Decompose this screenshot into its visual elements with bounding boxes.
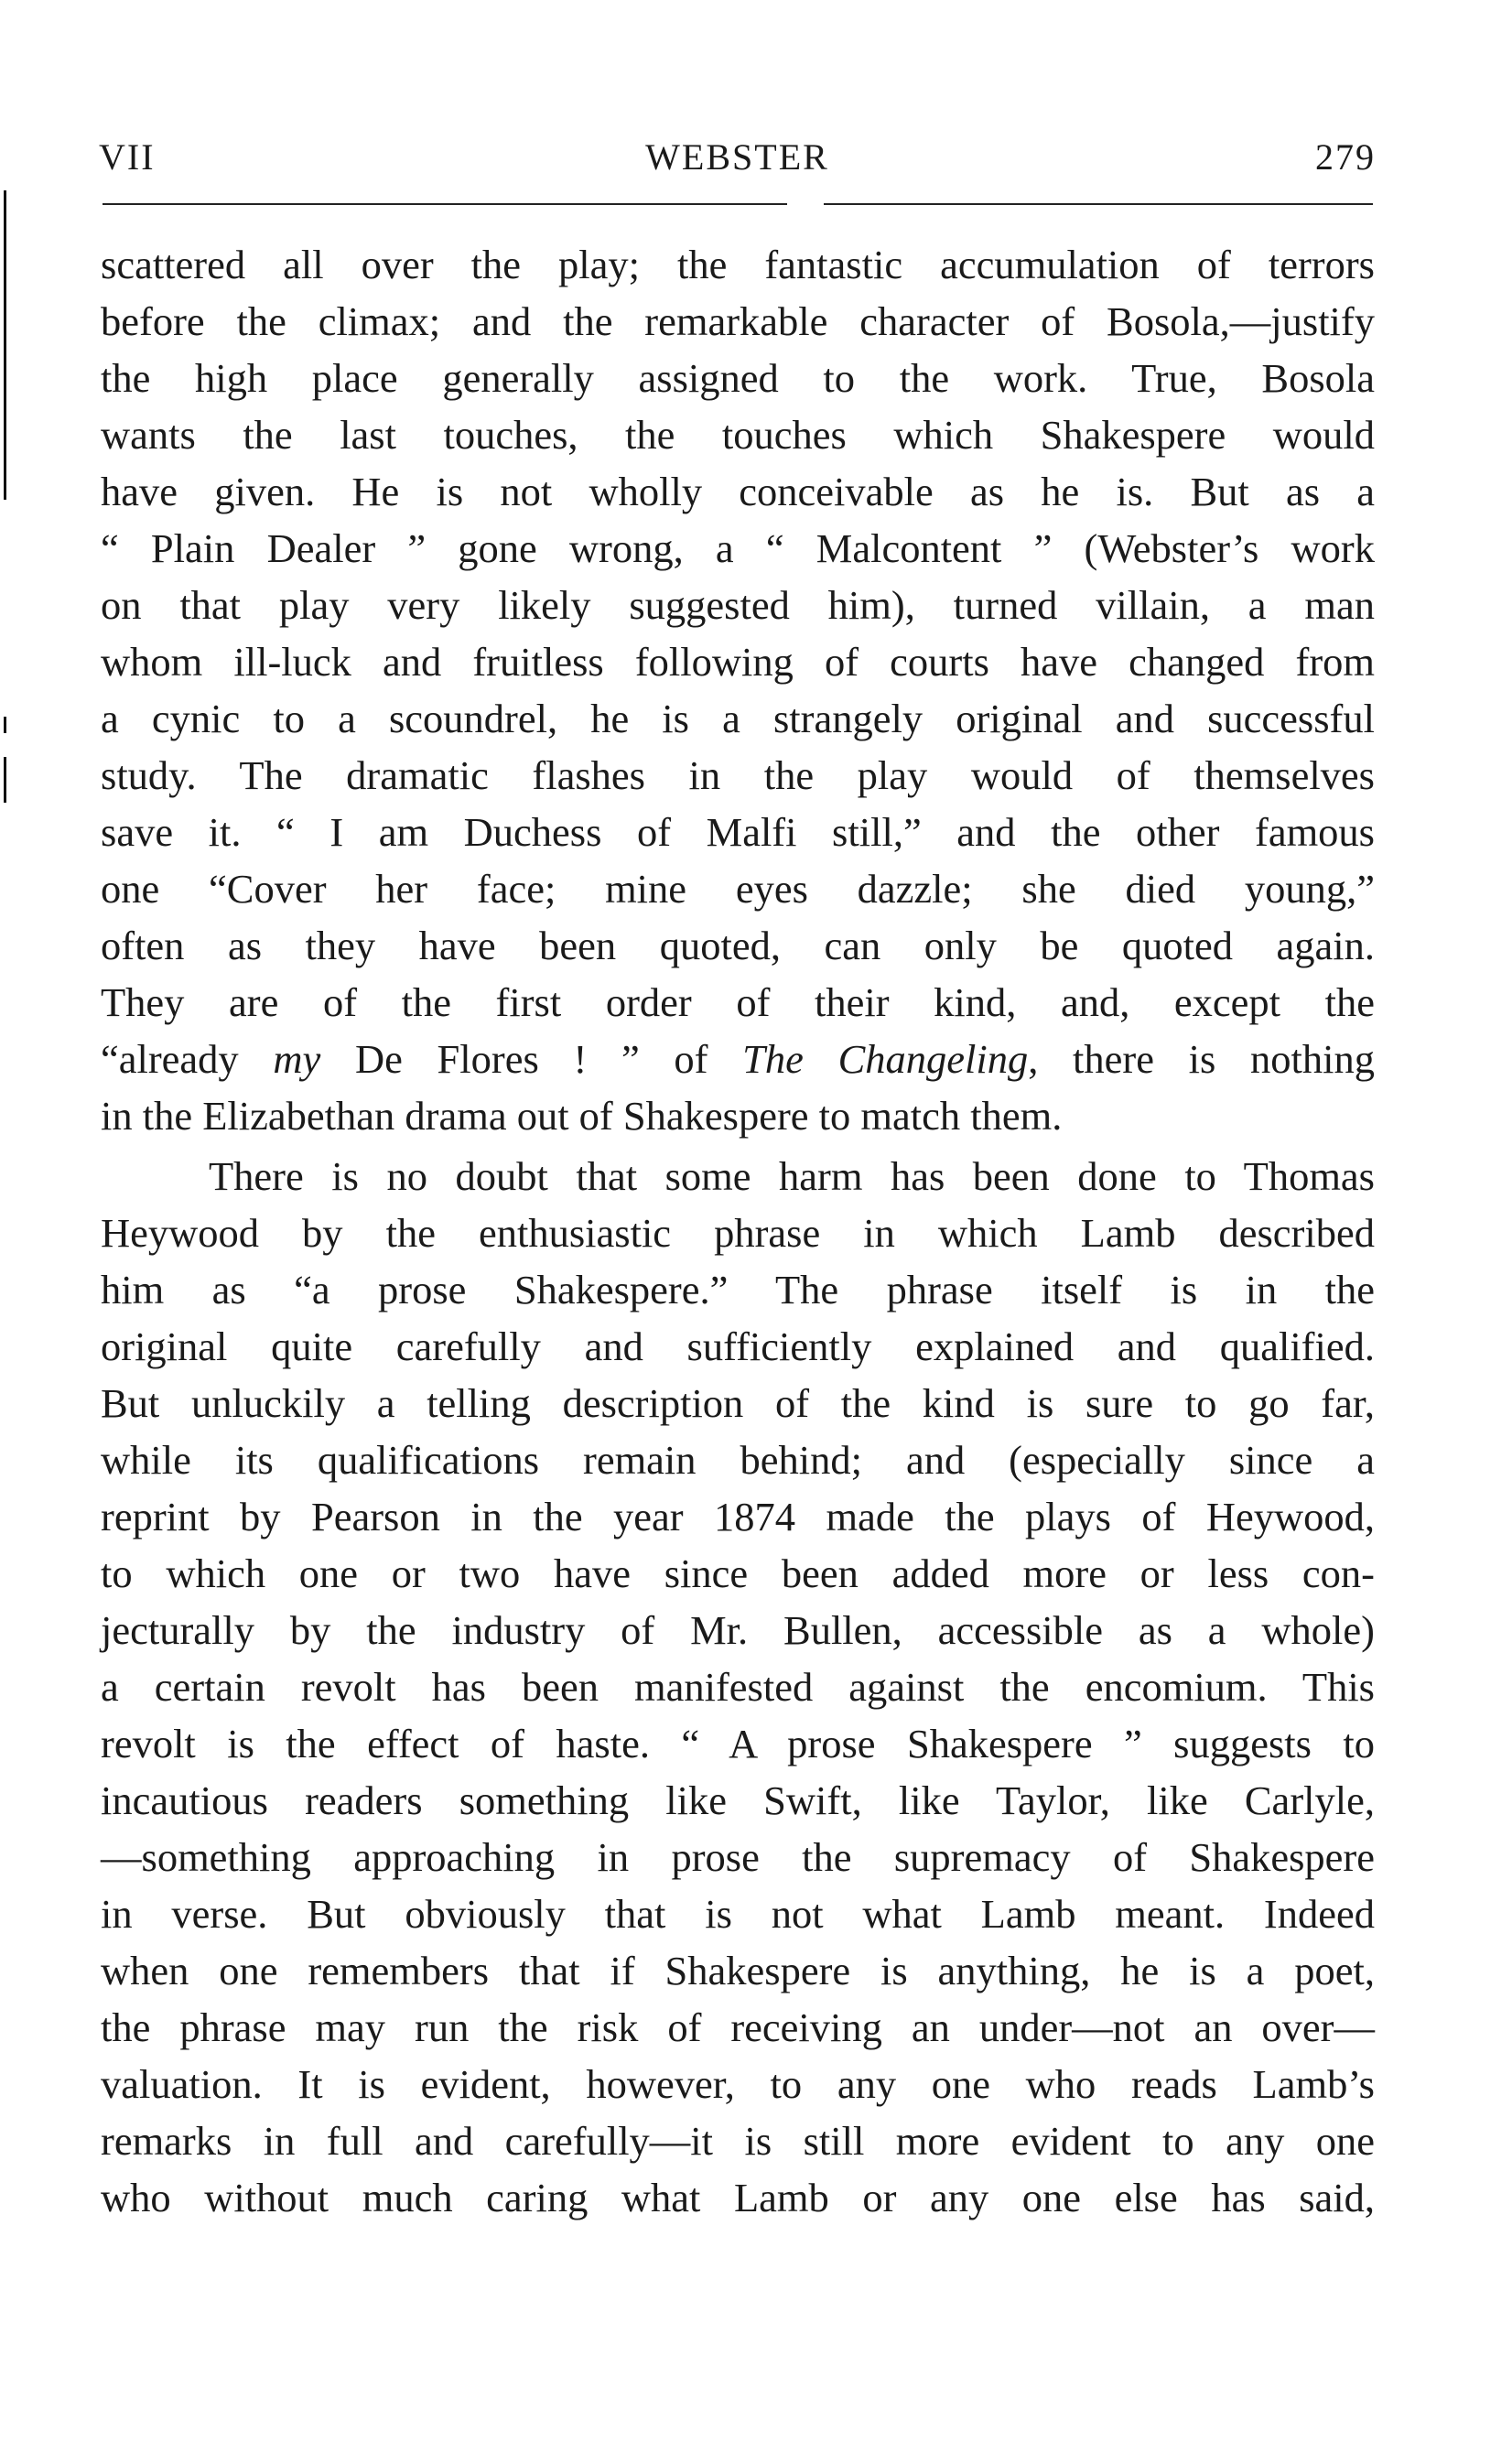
- page-number: 279: [1315, 136, 1376, 178]
- text-run: , there is nothing: [1028, 1036, 1375, 1082]
- running-head: [99, 135, 1376, 181]
- text-line: a certain revolt has been manifested against the encomium. This: [101, 1664, 1375, 1710]
- text-line: before the climax; and the remarkable character of Bosola,—justify: [101, 298, 1375, 344]
- text-line: incautious readers something like Swift, like Taylor, like Carlyle,: [101, 1777, 1375, 1823]
- text-line: revolt is the effect of haste. “ A prose Shakespere ” suggests to: [101, 1721, 1375, 1766]
- text-line: the phrase may run the risk of receiving an under—not an over—: [101, 2004, 1375, 2050]
- text-line: reprint by Pearson in the year 1874 made the plays of Heywood,: [101, 1494, 1375, 1539]
- text-line: to which one or two have since been added more or less con-: [101, 1550, 1375, 1596]
- text-line: often as they have been quoted, can only be quoted again.: [101, 923, 1375, 968]
- italic-title: The Changeling: [742, 1036, 1029, 1082]
- scan-edge-mark-top: [4, 190, 6, 500]
- page-body: [101, 236, 1375, 2226]
- text-line: on that play very likely suggested him), turned villain, a man: [101, 582, 1375, 628]
- text-line: who without much caring what Lamb or any one else has said,: [101, 2175, 1375, 2220]
- text-line: whom ill-luck and fruitless following of courts have changed from: [101, 639, 1375, 685]
- text-line: —something approaching in prose the supremacy of Shakespere: [101, 1834, 1375, 1880]
- text-line: when one remembers that if Shakespere is anything, he is a poet,: [101, 1948, 1375, 1993]
- text-line: There is no doubt that some harm has been done to Thomas: [209, 1153, 1375, 1199]
- scan-edge-mark-bottom: [4, 757, 6, 803]
- text-line: wants the last touches, the touches which Shakespere would: [101, 412, 1375, 458]
- italic-run: my: [273, 1036, 321, 1082]
- text-line: have given. He is not wholly conceivable as he is. But as a: [101, 469, 1375, 514]
- text-line: But unluckily a telling description of the kind is sure to go far,: [101, 1380, 1375, 1426]
- text-line: They are of the first order of their kind, and, except the: [101, 979, 1375, 1025]
- text-line: one “Cover her face; mine eyes dazzle; she died young,”: [101, 866, 1375, 912]
- header-rule-left: [103, 203, 787, 205]
- section-number: VII: [99, 136, 156, 178]
- header-rule-right: [824, 203, 1373, 205]
- text-line-mixed: [101, 1031, 1375, 1087]
- running-title: WEBSTER: [645, 136, 829, 178]
- text-line: remarks in full and carefully—it is still more evident to any one: [101, 2118, 1375, 2164]
- text-line: jecturally by the industry of Mr. Bullen, accessible as a whole): [101, 1607, 1375, 1653]
- text-line: scattered all over the play; the fantastic accumulation of terrors: [101, 242, 1375, 287]
- text-line: original quite carefully and sufficiently explained and qualified.: [101, 1323, 1375, 1369]
- paragraph-1: [101, 236, 1375, 1144]
- text-line: while its qualifications remain behind; and (especially since a: [101, 1437, 1375, 1483]
- text-line: “ Plain Dealer ” gone wrong, a “ Malcontent ” (Webster’s work: [101, 525, 1375, 571]
- text-line: a cynic to a scoundrel, he is a strangely original and successful: [101, 696, 1375, 741]
- text-line: Heywood by the enthusiastic phrase in which Lamb described: [101, 1210, 1375, 1256]
- text-line: study. The dramatic flashes in the play would of themselves: [101, 752, 1375, 798]
- text-line: him as “a prose Shakespere.” The phrase itself is in the: [101, 1267, 1375, 1313]
- text-run: De Flores ! ” of: [320, 1036, 743, 1082]
- text-line: in verse. But obviously that is not what Lamb meant. Indeed: [101, 1891, 1375, 1937]
- text-line: valuation. It is evident, however, to any one who reads Lamb’s: [101, 2061, 1375, 2107]
- text-line: the high place generally assigned to the work. True, Bosola: [101, 355, 1375, 401]
- paragraph-2: [101, 1148, 1375, 2226]
- text-line: save it. “ I am Duchess of Malfi still,” and the other famous: [101, 809, 1375, 855]
- text-run: “already: [101, 1036, 274, 1082]
- scan-edge-mark-small: [4, 717, 6, 733]
- text-line: in the Elizabethan drama out of Shakespere to match them.: [101, 1093, 1063, 1139]
